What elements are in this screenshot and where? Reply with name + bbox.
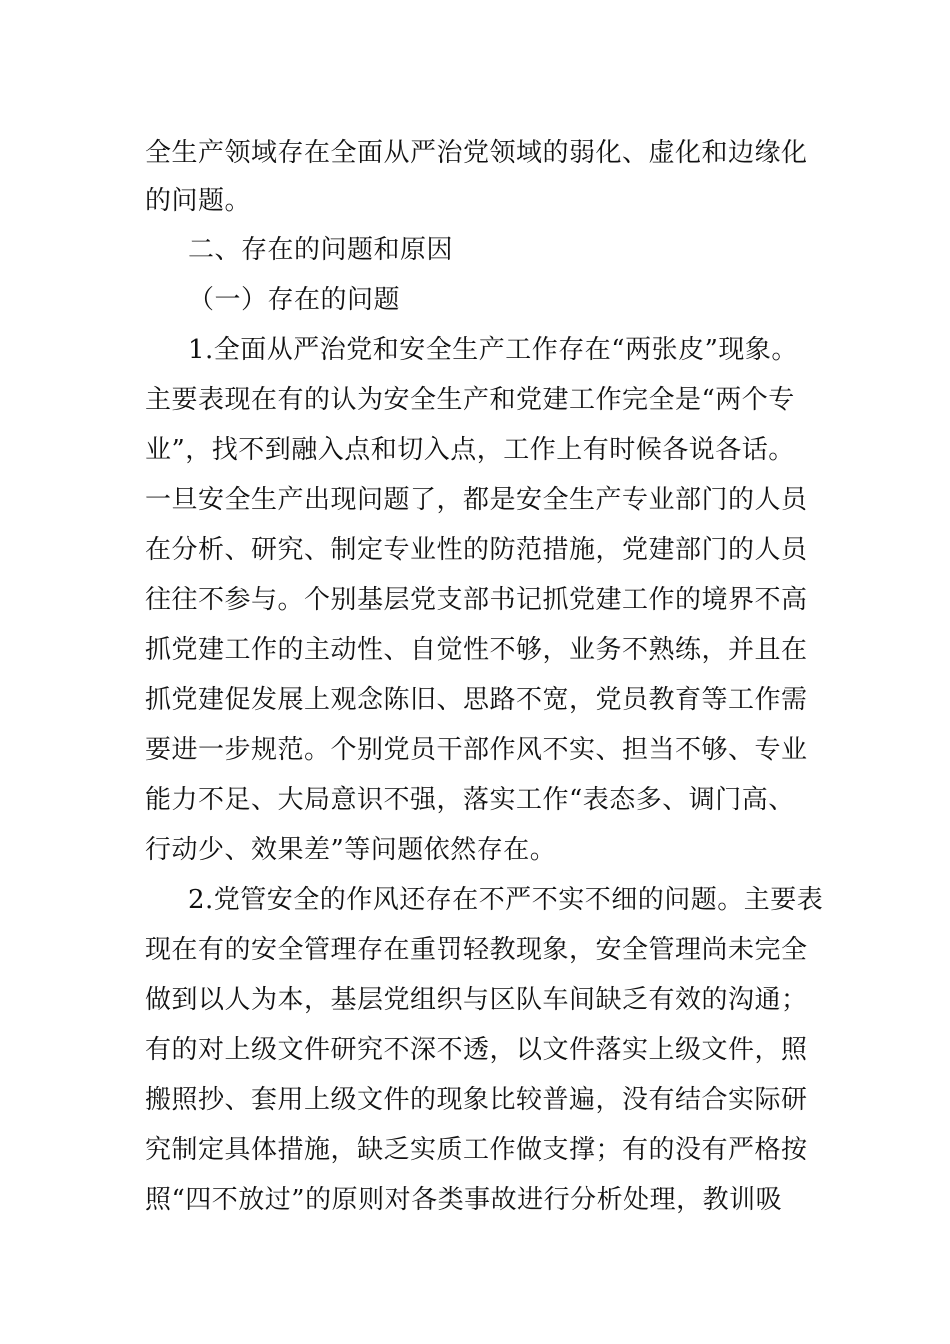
paragraph-2-line: 究制定具体措施，缺乏实质工作做支撑；有的没有严格按 (145, 1135, 808, 1165)
paragraph-1-line: 主要表现在有的认为安全生产和党建工作完全是“两个专 (145, 385, 795, 415)
paragraph-1-last-line: 行动少、效果差”等问题依然存在。 (145, 835, 557, 865)
paragraph-1-line: 抓党建工作的主动性、自觉性不够，业务不熟练，并且在 (145, 635, 808, 665)
paragraph-2-line: 现在有的安全管理存在重罚轻教现象，安全管理尚未完全 (145, 935, 808, 965)
paragraph-2-line: 有的对上级文件研究不深不透，以文件落实上级文件，照 (145, 1035, 808, 1065)
text-line-continuation-end: 的问题。 (145, 186, 252, 216)
paragraph-1-line: 一旦安全生产出现问题了，都是安全生产专业部门的人员 (145, 485, 808, 515)
paragraph-1-line: 往往不参与。个别基层党支部书记抓党建工作的境界不高 (145, 585, 808, 615)
paragraph-2-first-line: 2.党管安全的作风还存在不严不实不细的问题。主要表 (188, 885, 824, 915)
paragraph-1-first-line: 1.全面从严治党和安全生产工作存在“两张皮”现象。 (188, 335, 798, 365)
text-line-continuation: 全生产领域存在全面从严治党领域的弱化、虚化和边缘化 (145, 138, 808, 168)
paragraph-1-line: 在分析、研究、制定专业性的防范措施，党建部门的人员 (145, 535, 808, 565)
section-heading: 二、存在的问题和原因 (188, 235, 454, 265)
paragraph-1-line: 能力不足、大局意识不强，落实工作“表态多、调门高、 (145, 785, 795, 815)
paragraph-1-line: 抓党建促发展上观念陈旧、思路不宽，党员教育等工作需 (145, 685, 808, 715)
paragraph-1-line: 业”，找不到融入点和切入点，工作上有时候各说各话。 (145, 435, 795, 465)
paragraph-2-line: 搬照抄、套用上级文件的现象比较普遍，没有结合实际研 (145, 1085, 808, 1115)
paragraph-1-line: 要进一步规范。个别党员干部作风不实、担当不够、专业 (145, 735, 808, 765)
paragraph-2-line: 做到以人为本，基层党组织与区队车间缺乏有效的沟通； (145, 985, 808, 1015)
paragraph-2-line: 照“四不放过”的原则对各类事故进行分析处理，教训吸 (145, 1185, 783, 1215)
subsection-heading: （一）存在的问题 (188, 285, 401, 315)
